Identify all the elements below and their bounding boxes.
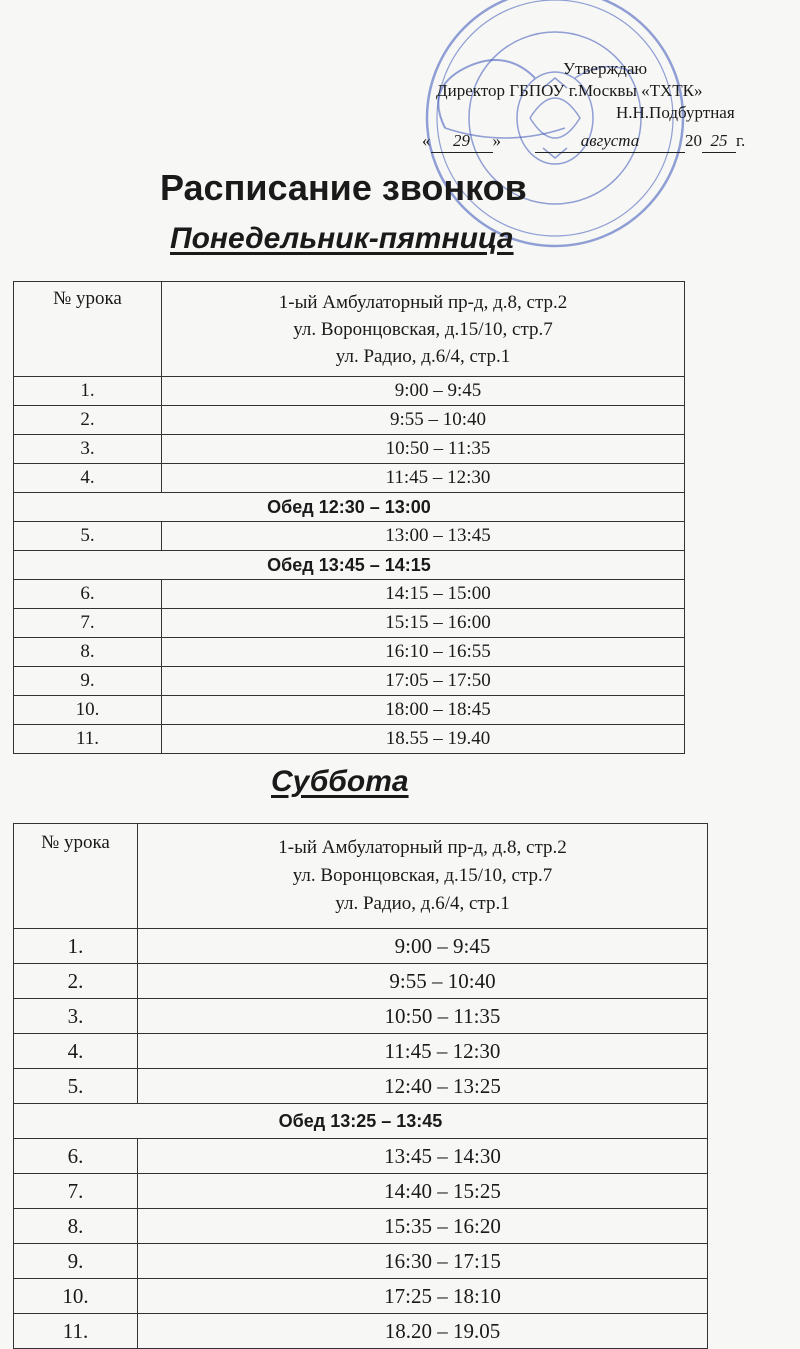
address-line: 1-ый Амбулаторный пр-д, д.8, стр.2	[278, 837, 567, 858]
table-row	[14, 964, 708, 999]
lesson-number: 1.	[14, 377, 162, 406]
table-row	[14, 1069, 708, 1104]
lunch-break-row	[14, 551, 685, 580]
table-row	[14, 999, 708, 1034]
lesson-number: 3.	[14, 435, 162, 464]
lesson-time: 9:00 – 9:45	[162, 377, 685, 406]
lesson-number: 4.	[14, 1034, 138, 1069]
table-row	[14, 609, 685, 638]
lesson-number-header: № урока	[14, 824, 138, 929]
saturday-schedule-table	[13, 823, 708, 1349]
lesson-time: 9:55 – 10:40	[138, 964, 708, 999]
date-day: 29	[431, 130, 493, 153]
table-row	[14, 696, 685, 725]
address-header	[162, 282, 685, 377]
date-year-suffix: 25	[702, 130, 736, 153]
lesson-number: 7.	[14, 609, 162, 638]
lesson-number: 11.	[14, 1314, 138, 1349]
lesson-number: 8.	[14, 1209, 138, 1244]
lesson-time: 18:00 – 18:45	[162, 696, 685, 725]
lesson-number: 10.	[14, 696, 162, 725]
address-line: ул. Воронцовская, д.15/10, стр.7	[292, 865, 553, 886]
lunch-break-label: Обед 13:45 – 14:15	[14, 551, 685, 580]
table-row	[14, 377, 685, 406]
table-header-row	[14, 282, 685, 377]
lesson-number: 9.	[14, 1244, 138, 1279]
lesson-time: 11:45 – 12:30	[138, 1034, 708, 1069]
table-row	[14, 435, 685, 464]
lesson-time: 16:10 – 16:55	[162, 638, 685, 667]
lesson-number: 4.	[14, 464, 162, 493]
lesson-time: 11:45 – 12:30	[162, 464, 685, 493]
lesson-number: 5.	[14, 522, 162, 551]
table-row	[14, 522, 685, 551]
lesson-time: 18.20 – 19.05	[138, 1314, 708, 1349]
lesson-time: 15:15 – 16:00	[162, 609, 685, 638]
address-line: ул. Воронцовская, д.15/10, стр.7	[293, 318, 553, 340]
address-line: ул. Радио, д.6/4, стр.1	[335, 893, 510, 914]
official-stamp	[415, 0, 695, 258]
lesson-time: 9:55 – 10:40	[162, 406, 685, 435]
lesson-number: 11.	[14, 725, 162, 754]
lesson-number: 6.	[14, 580, 162, 609]
table-row	[14, 725, 685, 754]
lesson-time: 14:15 – 15:00	[162, 580, 685, 609]
saturday-title: Суббота	[271, 765, 409, 798]
address-line: 1-ый Амбулаторный пр-д, д.8, стр.2	[278, 291, 568, 313]
lesson-time: 14:40 – 15:25	[138, 1174, 708, 1209]
lesson-time: 16:30 – 17:15	[138, 1244, 708, 1279]
lesson-number: 6.	[14, 1139, 138, 1174]
table-row	[14, 464, 685, 493]
lesson-number: 2.	[14, 406, 162, 435]
lesson-number: 5.	[14, 1069, 138, 1104]
lesson-number: 1.	[14, 929, 138, 964]
date-close-quote: »	[492, 131, 501, 150]
table-row	[14, 1314, 708, 1349]
lunch-break-row	[14, 1104, 708, 1139]
lunch-break-row	[14, 493, 685, 522]
lesson-time: 13:00 – 13:45	[162, 522, 685, 551]
lesson-number: 8.	[14, 638, 162, 667]
table-row	[14, 667, 685, 696]
table-row	[14, 929, 708, 964]
lesson-number: 10.	[14, 1279, 138, 1314]
table-row	[14, 1209, 708, 1244]
address-line: ул. Радио, д.6/4, стр.1	[335, 345, 511, 367]
lunch-break-label: Обед 13:25 – 13:45	[14, 1104, 708, 1139]
lesson-number: 9.	[14, 667, 162, 696]
lesson-time: 15:35 – 16:20	[138, 1209, 708, 1244]
date-open-quote: «	[422, 131, 431, 150]
table-row	[14, 406, 685, 435]
table-row	[14, 580, 685, 609]
lesson-time: 17:05 – 17:50	[162, 667, 685, 696]
table-header-row	[14, 824, 708, 929]
lesson-number: 7.	[14, 1174, 138, 1209]
address-header	[138, 824, 708, 929]
weekdays-title: Понедельник-пятница	[170, 222, 514, 255]
lesson-number-header: № урока	[14, 282, 162, 377]
approval-date	[422, 130, 745, 153]
lesson-time: 10:50 – 11:35	[138, 999, 708, 1034]
lesson-number: 2.	[14, 964, 138, 999]
approval-position: Директор ГБПОУ г.Москвы «ТХТК»	[436, 81, 703, 100]
lesson-time: 10:50 – 11:35	[162, 435, 685, 464]
approval-heading: Утверждаю	[563, 59, 648, 78]
lesson-time: 9:00 – 9:45	[138, 929, 708, 964]
date-year-unit: г.	[736, 131, 746, 150]
table-row	[14, 1174, 708, 1209]
lunch-break-label: Обед 12:30 – 13:00	[14, 493, 685, 522]
weekdays-schedule-table	[13, 281, 685, 754]
table-row	[14, 1034, 708, 1069]
page-title: Расписание звонков	[160, 167, 527, 208]
date-year-prefix: 20	[685, 131, 702, 150]
date-month: августа	[535, 130, 685, 153]
lesson-time: 13:45 – 14:30	[138, 1139, 708, 1174]
table-row	[14, 1279, 708, 1314]
lesson-time: 18.55 – 19.40	[162, 725, 685, 754]
approval-signatory: Н.Н.Подбуртная	[616, 103, 735, 122]
lesson-time: 17:25 – 18:10	[138, 1279, 708, 1314]
lesson-number: 3.	[14, 999, 138, 1034]
lesson-time: 12:40 – 13:25	[138, 1069, 708, 1104]
table-row	[14, 1139, 708, 1174]
table-row	[14, 638, 685, 667]
table-row	[14, 1244, 708, 1279]
